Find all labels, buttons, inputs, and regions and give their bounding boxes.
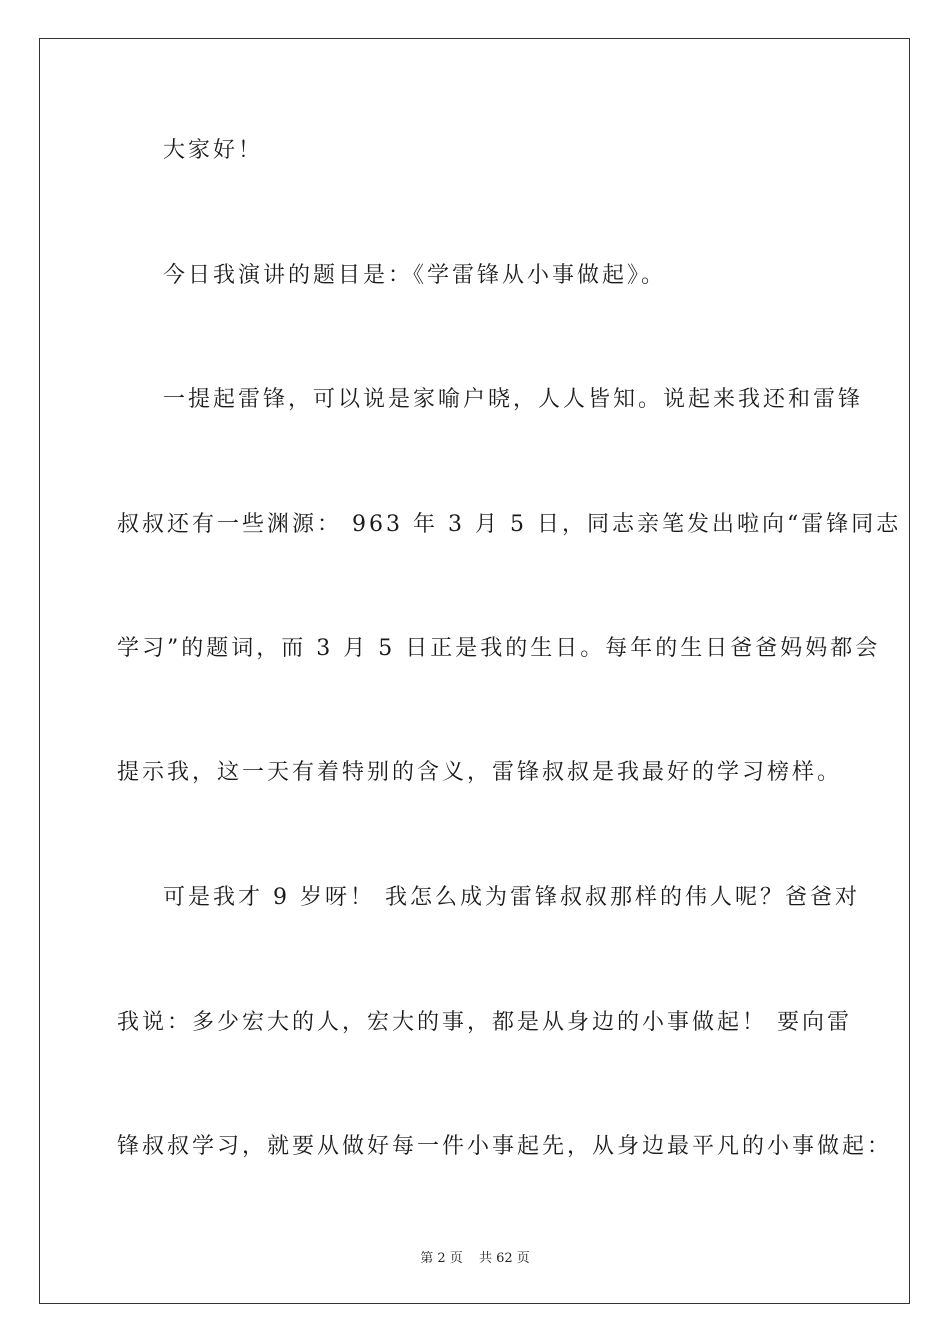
paragraph-line: 我说：多少宏大的人，宏大的事，都是从身边的小事做起！ 要向雷	[117, 1010, 852, 1035]
paragraph-line: 学习”的题词，而 3 月 5 日正是我的生日。每年的生日爸爸妈妈都会	[117, 636, 881, 661]
paragraph-line: 叔叔还有一些渊源： 963 年 3 月 5 日，同志亲笔发出啦向“雷锋同志	[117, 512, 902, 537]
page-total: 共 62 页	[478, 1251, 530, 1266]
paragraph-line: 锋叔叔学习，就要从做好每一件小事起先，从身边最平凡的小事做起：	[117, 1134, 893, 1159]
paragraph-line: 大家好！	[163, 138, 264, 163]
page-border	[39, 38, 910, 1304]
page-number: 第 2 页	[420, 1251, 463, 1266]
paragraph-line: 一提起雷锋，可以说是家喻户晓，人人皆知。说起来我还和雷锋	[163, 387, 864, 412]
paragraph-line: 今日我演讲的题目是：《学雷锋从小事做起》。	[163, 263, 667, 288]
paragraph-line: 提示我，这一天有着特别的含义，雷锋叔叔是我最好的学习榜样。	[117, 760, 843, 785]
paragraph-line: 可是我才 9 岁呀！ 我怎么成为雷锋叔叔那样的伟人呢？爸爸对	[163, 885, 860, 910]
page-footer	[0, 1247, 950, 1266]
